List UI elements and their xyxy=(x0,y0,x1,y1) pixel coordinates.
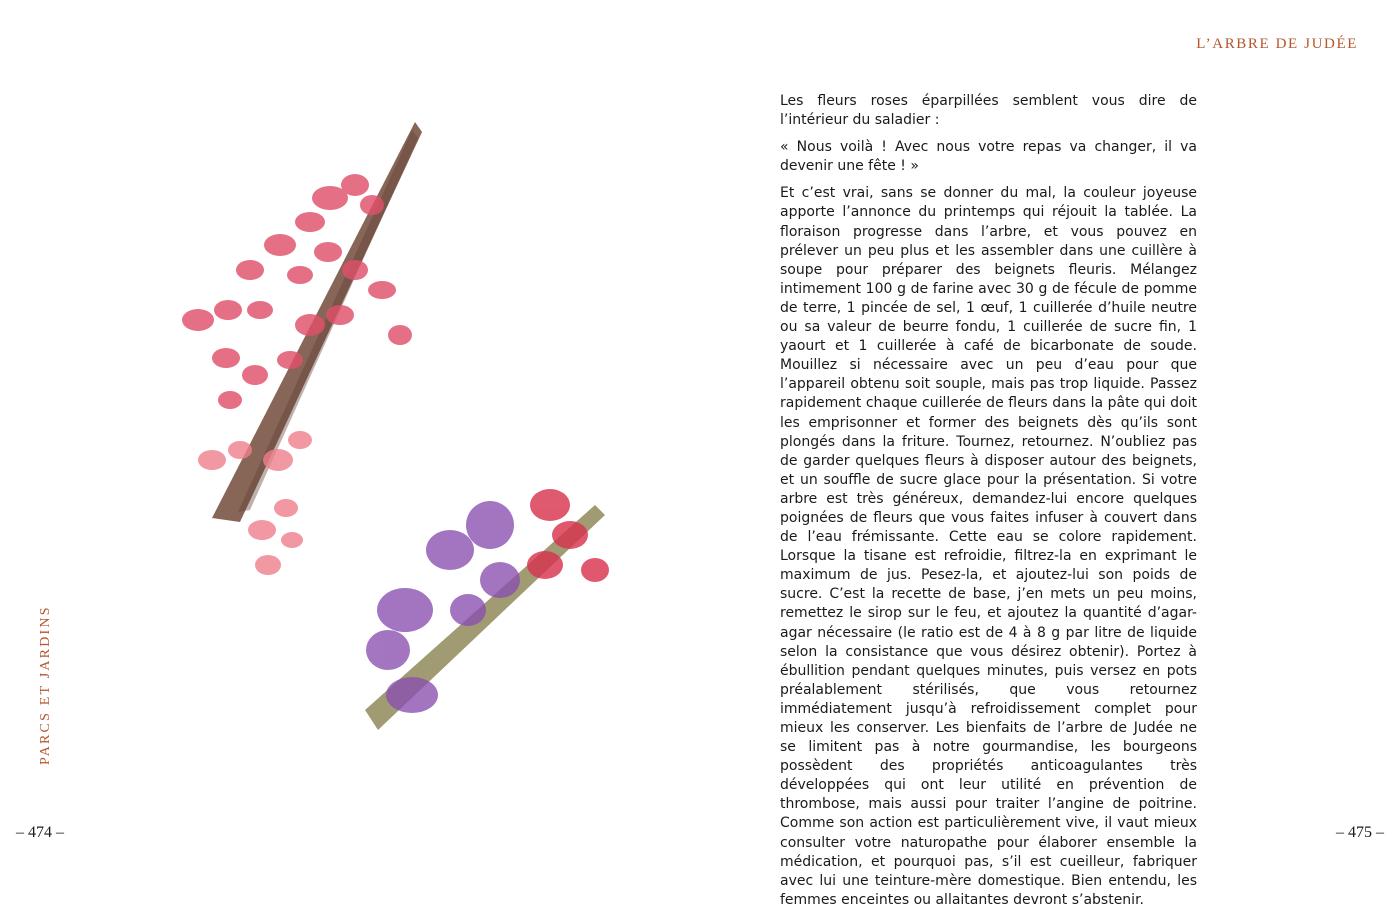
paragraph: Les fleurs roses éparpillées semblent vous dire de l’intérieur du saladier : xyxy=(780,93,1197,129)
paragraph: « Nous voilà ! Avec nous votre repas va changer, il va devenir une fête ! » xyxy=(780,139,1197,175)
page-number-right: – 475 – xyxy=(1336,824,1384,841)
body-text xyxy=(780,92,1197,918)
paragraph: Et c’est vrai, sans se donner du mal, la couleur joyeuse apporte l’annonce du printemps qui réjouit la tablée. La floraison progresse dans l’arbre, et vous pouvez en prélever un peu plus et les assembler dans une cuillère à soupe pour préparer des beignets fleuris. Mélangez intimement 100 g de farine avec 30 g de fécule de pomme de terre, 1 pincée de sel, 1 œuf, 1 cuillerée d’huile neutre ou sa valeur de beurre fondu, 1 cuillerée de sucre fin, 1 yaourt et 1 cuillerée à café de bicarbonate de soude. Mouillez si nécessaire avec un peu d’eau pour que l’appareil obtenu soit souple, mais pas trop liquide. Passez rapidement chaque cuillerée de fleurs dans la pâte qui doit les emprisonner et former des beignets dès qu’ils sont plongés dans la friture. Tournez, retournez. N’oubliez pas de garder quelques fleurs à disposer autour des beignets, et un souffle de sucre glace pour la présentation. Si votre arbre est très généreux, demandez-lui encore quelques poignées de fleurs que vous faites infuser à couvert dans de l’eau frémissante. Cette eau se colore rapidement. Lorsque la tisane est refroidie, filtrez-la en exprimant le maximum de jus. Pesez-la, et ajoutez-lui son poids de sucre. C’est la recette de base, j’en mets un peu moins, remettez le sirop sur le feu, et ajoutez la quantité d’agar-agar nécessaire (le ratio est de 4 à 8 g par litre de liquide selon la consistance que vous désirez obtenir). Portez à ébullition pendant quelques minutes, puis versez en pots préalablement stérilisés, que vous retournez immédiatement jusqu’à refroidissement complet pour mieux les conserver. Les bienfaits de l’arbre de Judée ne se limitent pas à notre gourmandise, les bourgeons possèdent des propriétés anticoagulantes très développées qui ont leur utilité en prévention de thrombose, mais aussi pour traiter l’angine de poitrine. Comme son action est particulièrement vive, il vaut mieux consulter votre naturopathe pour élaborer ensemble la médication, et pourquoi pas, s’il est cueilleur, fabriquer avec lui une teinture-mère domestique. Bien entendu, les femmes enceintes ou allaitantes devront s’abstenir. xyxy=(780,185,1197,908)
side-label: PARCS ET JARDINS xyxy=(38,605,53,765)
redbud-illustration xyxy=(150,110,620,740)
running-head: L’ARBRE DE JUDÉE xyxy=(1196,36,1358,52)
pink-flowers-lower xyxy=(527,489,609,582)
page-number-left: – 474 – xyxy=(16,824,64,841)
